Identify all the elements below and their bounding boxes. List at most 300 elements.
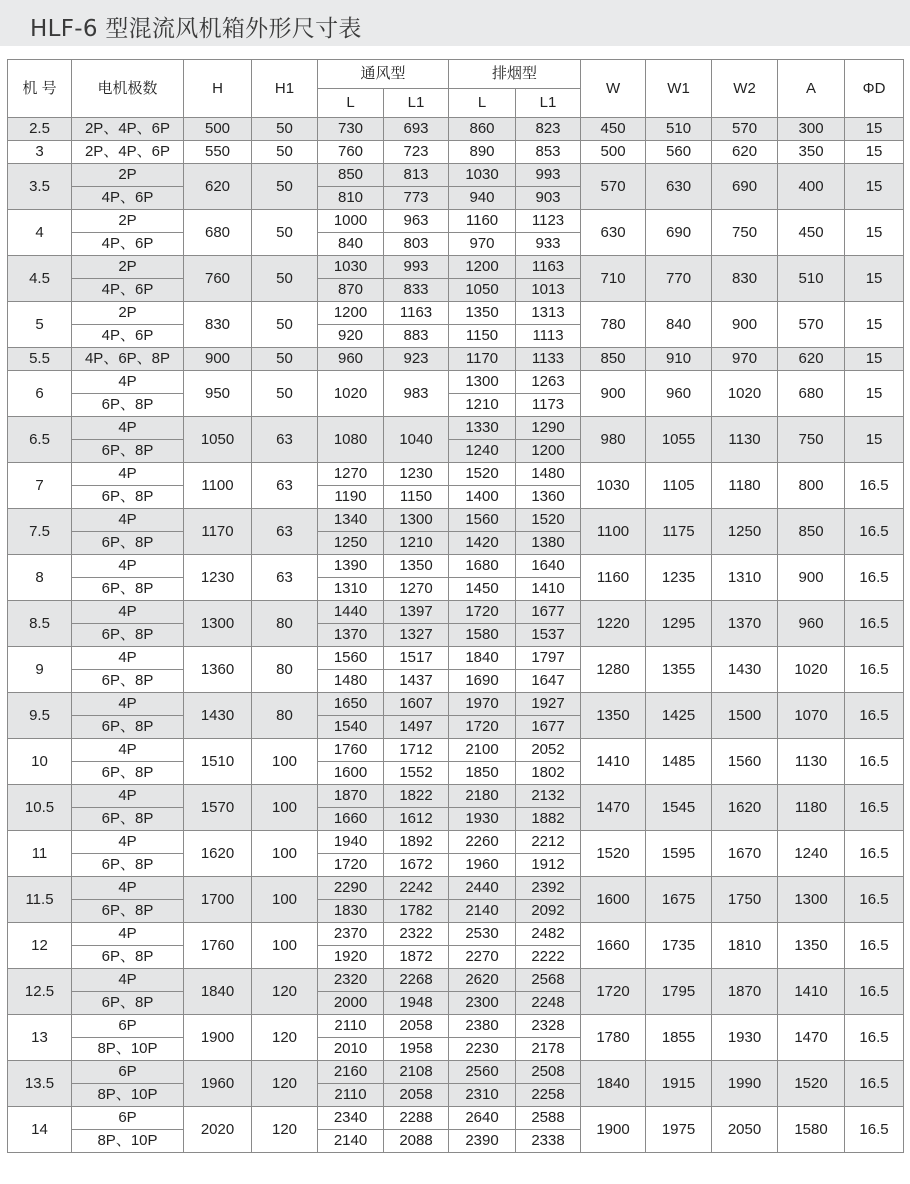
cell-vent-l1: 923 <box>384 348 449 371</box>
cell-a: 400 <box>778 164 845 210</box>
cell-exh-l1: 1882 <box>516 808 581 831</box>
cell-h1: 50 <box>252 348 318 371</box>
cell-vent-l: 1940 <box>318 831 384 854</box>
cell-h: 1700 <box>184 877 252 923</box>
cell-h1: 50 <box>252 141 318 164</box>
cell-model: 13.5 <box>8 1061 72 1107</box>
table-row <box>8 141 904 164</box>
cell-w1: 1915 <box>646 1061 712 1107</box>
cell-d: 16.5 <box>845 693 904 739</box>
cell-exh-l: 1840 <box>449 647 516 670</box>
cell-exh-l: 1330 <box>449 417 516 440</box>
cell-w2: 1430 <box>712 647 778 693</box>
cell-vent-l1: 1270 <box>384 578 449 601</box>
cell-poles: 6P、8P <box>72 854 184 877</box>
cell-exh-l1: 1480 <box>516 463 581 486</box>
cell-vent-l: 2010 <box>318 1038 384 1061</box>
cell-vent-l: 1440 <box>318 601 384 624</box>
header-h1: H1 <box>252 60 318 118</box>
cell-vent-l1: 1822 <box>384 785 449 808</box>
cell-h1: 80 <box>252 647 318 693</box>
table-row <box>8 463 904 486</box>
cell-vent-l: 870 <box>318 279 384 302</box>
cell-d: 16.5 <box>845 739 904 785</box>
cell-a: 1180 <box>778 785 845 831</box>
cell-poles: 6P、8P <box>72 716 184 739</box>
cell-w2: 900 <box>712 302 778 348</box>
cell-a: 800 <box>778 463 845 509</box>
cell-model: 11.5 <box>8 877 72 923</box>
cell-vent-l: 1310 <box>318 578 384 601</box>
cell-exh-l: 2180 <box>449 785 516 808</box>
cell-vent-l: 1370 <box>318 624 384 647</box>
cell-vent-l1: 1497 <box>384 716 449 739</box>
cell-vent-l1: 983 <box>384 371 449 417</box>
cell-exh-l: 2310 <box>449 1084 516 1107</box>
table-row <box>8 647 904 670</box>
header-a: A <box>778 60 845 118</box>
cell-exh-l1: 1537 <box>516 624 581 647</box>
cell-model: 10 <box>8 739 72 785</box>
cell-model: 4 <box>8 210 72 256</box>
cell-h: 1570 <box>184 785 252 831</box>
cell-h1: 100 <box>252 877 318 923</box>
cell-vent-l: 1480 <box>318 670 384 693</box>
cell-d: 16.5 <box>845 1107 904 1153</box>
cell-vent-l: 1830 <box>318 900 384 923</box>
cell-poles: 4P、6P <box>72 325 184 348</box>
cell-model: 7.5 <box>8 509 72 555</box>
cell-exh-l: 2640 <box>449 1107 516 1130</box>
cell-exh-l: 1930 <box>449 808 516 831</box>
cell-w1: 1355 <box>646 647 712 693</box>
cell-a: 680 <box>778 371 845 417</box>
cell-vent-l1: 813 <box>384 164 449 187</box>
cell-w2: 1810 <box>712 923 778 969</box>
cell-exh-l1: 2568 <box>516 969 581 992</box>
cell-a: 1130 <box>778 739 845 785</box>
table-row <box>8 831 904 854</box>
cell-w2: 1020 <box>712 371 778 417</box>
cell-exh-l: 890 <box>449 141 516 164</box>
cell-d: 16.5 <box>845 647 904 693</box>
table-row <box>8 210 904 233</box>
cell-a: 1410 <box>778 969 845 1015</box>
cell-w1: 1545 <box>646 785 712 831</box>
cell-exh-l: 2620 <box>449 969 516 992</box>
cell-d: 15 <box>845 118 904 141</box>
header-ventilation: 通风型 <box>318 60 449 89</box>
cell-model: 6.5 <box>8 417 72 463</box>
cell-exh-l1: 2052 <box>516 739 581 762</box>
cell-exh-l: 1240 <box>449 440 516 463</box>
cell-vent-l: 1390 <box>318 555 384 578</box>
cell-poles: 6P <box>72 1061 184 1084</box>
cell-w1: 1675 <box>646 877 712 923</box>
cell-h1: 63 <box>252 417 318 463</box>
cell-h: 1510 <box>184 739 252 785</box>
cell-w: 1720 <box>581 969 646 1015</box>
cell-w1: 1295 <box>646 601 712 647</box>
table-row <box>8 371 904 394</box>
cell-h1: 100 <box>252 831 318 877</box>
cell-model: 5 <box>8 302 72 348</box>
cell-h: 760 <box>184 256 252 302</box>
cell-vent-l: 2160 <box>318 1061 384 1084</box>
cell-w2: 1250 <box>712 509 778 555</box>
cell-w2: 1500 <box>712 693 778 739</box>
cell-exh-l: 1690 <box>449 670 516 693</box>
cell-h: 830 <box>184 302 252 348</box>
cell-w1: 1855 <box>646 1015 712 1061</box>
cell-vent-l1: 1350 <box>384 555 449 578</box>
cell-d: 16.5 <box>845 1061 904 1107</box>
cell-w: 570 <box>581 164 646 210</box>
cell-poles: 2P、4P、6P <box>72 141 184 164</box>
cell-w2: 620 <box>712 141 778 164</box>
cell-w2: 2050 <box>712 1107 778 1153</box>
cell-h: 1230 <box>184 555 252 601</box>
cell-vent-l: 1540 <box>318 716 384 739</box>
cell-a: 850 <box>778 509 845 555</box>
dimensions-table <box>7 59 904 1153</box>
cell-w2: 1310 <box>712 555 778 601</box>
cell-poles: 6P、8P <box>72 762 184 785</box>
cell-model: 8 <box>8 555 72 601</box>
cell-exh-l1: 2508 <box>516 1061 581 1084</box>
cell-w: 1780 <box>581 1015 646 1061</box>
cell-exh-l: 2380 <box>449 1015 516 1038</box>
table-row <box>8 417 904 440</box>
cell-vent-l1: 993 <box>384 256 449 279</box>
cell-poles: 4P <box>72 417 184 440</box>
cell-a: 620 <box>778 348 845 371</box>
cell-a: 1350 <box>778 923 845 969</box>
cell-poles: 4P、6P、8P <box>72 348 184 371</box>
cell-exh-l1: 1200 <box>516 440 581 463</box>
cell-w1: 1055 <box>646 417 712 463</box>
cell-vent-l1: 2058 <box>384 1015 449 1038</box>
header-vent-l1: L1 <box>384 89 449 118</box>
cell-w: 1660 <box>581 923 646 969</box>
cell-vent-l: 810 <box>318 187 384 210</box>
cell-exh-l: 1680 <box>449 555 516 578</box>
cell-exh-l: 1350 <box>449 302 516 325</box>
cell-w: 780 <box>581 302 646 348</box>
cell-w: 1030 <box>581 463 646 509</box>
cell-d: 15 <box>845 417 904 463</box>
cell-exh-l: 2260 <box>449 831 516 854</box>
cell-exh-l1: 1013 <box>516 279 581 302</box>
cell-exh-l1: 1290 <box>516 417 581 440</box>
cell-poles: 6P、8P <box>72 624 184 647</box>
cell-model: 13 <box>8 1015 72 1061</box>
cell-h1: 50 <box>252 256 318 302</box>
cell-h: 680 <box>184 210 252 256</box>
cell-a: 900 <box>778 555 845 601</box>
cell-vent-l: 1270 <box>318 463 384 486</box>
cell-vent-l1: 1300 <box>384 509 449 532</box>
cell-exh-l1: 1380 <box>516 532 581 555</box>
cell-exh-l: 2560 <box>449 1061 516 1084</box>
table-row <box>8 601 904 624</box>
cell-model: 14 <box>8 1107 72 1153</box>
cell-exh-l1: 1677 <box>516 601 581 624</box>
cell-h: 1300 <box>184 601 252 647</box>
header-w: W <box>581 60 646 118</box>
cell-h: 1050 <box>184 417 252 463</box>
cell-poles: 4P <box>72 371 184 394</box>
cell-exh-l1: 1802 <box>516 762 581 785</box>
cell-h1: 50 <box>252 371 318 417</box>
table-row <box>8 1061 904 1084</box>
cell-exh-l1: 2248 <box>516 992 581 1015</box>
cell-exh-l: 1580 <box>449 624 516 647</box>
cell-exh-l: 1150 <box>449 325 516 348</box>
cell-exh-l: 860 <box>449 118 516 141</box>
cell-exh-l1: 1797 <box>516 647 581 670</box>
cell-exh-l: 1210 <box>449 394 516 417</box>
cell-vent-l: 2110 <box>318 1015 384 1038</box>
header-d: ΦD <box>845 60 904 118</box>
cell-poles: 4P <box>72 509 184 532</box>
cell-model: 6 <box>8 371 72 417</box>
cell-vent-l1: 1672 <box>384 854 449 877</box>
cell-h: 1900 <box>184 1015 252 1061</box>
cell-vent-l: 1340 <box>318 509 384 532</box>
cell-exh-l1: 1647 <box>516 670 581 693</box>
cell-model: 11 <box>8 831 72 877</box>
cell-w1: 1235 <box>646 555 712 601</box>
header-exhaust: 排烟型 <box>449 60 581 89</box>
cell-vent-l1: 2058 <box>384 1084 449 1107</box>
cell-d: 16.5 <box>845 923 904 969</box>
cell-exh-l1: 1677 <box>516 716 581 739</box>
cell-exh-l: 2230 <box>449 1038 516 1061</box>
cell-d: 15 <box>845 141 904 164</box>
header-w1: W1 <box>646 60 712 118</box>
cell-exh-l1: 1263 <box>516 371 581 394</box>
cell-poles: 6P、8P <box>72 946 184 969</box>
cell-exh-l: 1200 <box>449 256 516 279</box>
cell-exh-l: 1970 <box>449 693 516 716</box>
page-title: HLF-6 型混流风机箱外形尺寸表 <box>30 16 362 42</box>
cell-vent-l: 2000 <box>318 992 384 1015</box>
cell-exh-l: 940 <box>449 187 516 210</box>
cell-exh-l: 1450 <box>449 578 516 601</box>
cell-w1: 770 <box>646 256 712 302</box>
cell-exh-l1: 1163 <box>516 256 581 279</box>
cell-poles: 6P、8P <box>72 394 184 417</box>
table-row <box>8 348 904 371</box>
cell-a: 960 <box>778 601 845 647</box>
cell-poles: 4P <box>72 785 184 808</box>
cell-h1: 120 <box>252 1061 318 1107</box>
cell-exh-l: 2530 <box>449 923 516 946</box>
cell-exh-l1: 853 <box>516 141 581 164</box>
cell-h: 950 <box>184 371 252 417</box>
cell-w1: 840 <box>646 302 712 348</box>
cell-vent-l1: 1612 <box>384 808 449 831</box>
table-row <box>8 785 904 808</box>
cell-poles: 6P、8P <box>72 440 184 463</box>
cell-exh-l: 1560 <box>449 509 516 532</box>
cell-d: 16.5 <box>845 509 904 555</box>
cell-w: 1900 <box>581 1107 646 1153</box>
cell-vent-l1: 773 <box>384 187 449 210</box>
cell-exh-l1: 1123 <box>516 210 581 233</box>
cell-vent-l1: 1040 <box>384 417 449 463</box>
cell-exh-l: 1030 <box>449 164 516 187</box>
cell-h1: 63 <box>252 509 318 555</box>
cell-vent-l: 2340 <box>318 1107 384 1130</box>
cell-w1: 510 <box>646 118 712 141</box>
cell-d: 16.5 <box>845 877 904 923</box>
cell-w1: 1735 <box>646 923 712 969</box>
cell-w: 1350 <box>581 693 646 739</box>
cell-exh-l1: 1520 <box>516 509 581 532</box>
cell-model: 9 <box>8 647 72 693</box>
cell-exh-l: 2390 <box>449 1130 516 1153</box>
cell-exh-l1: 2258 <box>516 1084 581 1107</box>
cell-a: 750 <box>778 417 845 463</box>
cell-exh-l1: 2178 <box>516 1038 581 1061</box>
cell-vent-l1: 1327 <box>384 624 449 647</box>
cell-model: 8.5 <box>8 601 72 647</box>
cell-poles: 2P <box>72 210 184 233</box>
cell-poles: 8P、10P <box>72 1038 184 1061</box>
cell-h1: 80 <box>252 601 318 647</box>
table-row <box>8 877 904 900</box>
cell-exh-l1: 933 <box>516 233 581 256</box>
cell-w2: 1670 <box>712 831 778 877</box>
cell-vent-l1: 1150 <box>384 486 449 509</box>
cell-poles: 4P <box>72 555 184 578</box>
cell-vent-l1: 1210 <box>384 532 449 555</box>
cell-w: 1280 <box>581 647 646 693</box>
cell-h: 1760 <box>184 923 252 969</box>
cell-w: 1160 <box>581 555 646 601</box>
cell-h: 620 <box>184 164 252 210</box>
cell-model: 10.5 <box>8 785 72 831</box>
cell-w1: 1485 <box>646 739 712 785</box>
cell-poles: 4P、6P <box>72 279 184 302</box>
cell-w2: 750 <box>712 210 778 256</box>
cell-d: 15 <box>845 164 904 210</box>
cell-w2: 1990 <box>712 1061 778 1107</box>
table-row <box>8 739 904 762</box>
header-model: 机 号 <box>8 60 72 118</box>
cell-w1: 1595 <box>646 831 712 877</box>
cell-exh-l1: 2338 <box>516 1130 581 1153</box>
cell-w: 1520 <box>581 831 646 877</box>
cell-exh-l: 1170 <box>449 348 516 371</box>
cell-w: 450 <box>581 118 646 141</box>
cell-w: 1220 <box>581 601 646 647</box>
cell-vent-l: 760 <box>318 141 384 164</box>
cell-vent-l: 1200 <box>318 302 384 325</box>
cell-w: 1600 <box>581 877 646 923</box>
cell-h1: 50 <box>252 118 318 141</box>
cell-w: 710 <box>581 256 646 302</box>
cell-vent-l: 2370 <box>318 923 384 946</box>
cell-w1: 1425 <box>646 693 712 739</box>
cell-d: 15 <box>845 256 904 302</box>
cell-w1: 1175 <box>646 509 712 555</box>
cell-d: 16.5 <box>845 1015 904 1061</box>
cell-vent-l1: 1163 <box>384 302 449 325</box>
cell-poles: 4P <box>72 739 184 762</box>
cell-w2: 1370 <box>712 601 778 647</box>
cell-w2: 970 <box>712 348 778 371</box>
cell-exh-l1: 1173 <box>516 394 581 417</box>
cell-poles: 2P、4P、6P <box>72 118 184 141</box>
cell-exh-l: 2100 <box>449 739 516 762</box>
cell-h1: 120 <box>252 1107 318 1153</box>
cell-vent-l: 2110 <box>318 1084 384 1107</box>
cell-vent-l1: 723 <box>384 141 449 164</box>
cell-h1: 50 <box>252 302 318 348</box>
cell-h1: 120 <box>252 969 318 1015</box>
cell-a: 1070 <box>778 693 845 739</box>
cell-exh-l1: 2588 <box>516 1107 581 1130</box>
cell-d: 15 <box>845 302 904 348</box>
header-exh-l1: L1 <box>516 89 581 118</box>
cell-a: 1300 <box>778 877 845 923</box>
cell-w2: 1750 <box>712 877 778 923</box>
cell-exh-l: 2270 <box>449 946 516 969</box>
cell-h: 550 <box>184 141 252 164</box>
cell-w2: 690 <box>712 164 778 210</box>
cell-h1: 50 <box>252 210 318 256</box>
cell-exh-l: 1720 <box>449 716 516 739</box>
cell-vent-l: 730 <box>318 118 384 141</box>
cell-w2: 1930 <box>712 1015 778 1061</box>
cell-vent-l1: 1948 <box>384 992 449 1015</box>
cell-exh-l1: 2132 <box>516 785 581 808</box>
cell-vent-l: 1720 <box>318 854 384 877</box>
header-vent-l: L <box>318 89 384 118</box>
cell-h1: 100 <box>252 923 318 969</box>
cell-vent-l1: 833 <box>384 279 449 302</box>
table-row <box>8 256 904 279</box>
cell-exh-l1: 823 <box>516 118 581 141</box>
cell-vent-l: 920 <box>318 325 384 348</box>
cell-poles: 6P、8P <box>72 992 184 1015</box>
cell-w2: 1560 <box>712 739 778 785</box>
table-row <box>8 923 904 946</box>
table-row <box>8 693 904 716</box>
title-bar <box>0 0 910 46</box>
cell-exh-l1: 2328 <box>516 1015 581 1038</box>
table-row <box>8 1015 904 1038</box>
cell-poles: 6P <box>72 1107 184 1130</box>
header-exh-l: L <box>449 89 516 118</box>
cell-vent-l1: 1712 <box>384 739 449 762</box>
table-row <box>8 555 904 578</box>
cell-h: 1960 <box>184 1061 252 1107</box>
cell-poles: 2P <box>72 256 184 279</box>
cell-h: 1100 <box>184 463 252 509</box>
cell-vent-l1: 883 <box>384 325 449 348</box>
cell-vent-l: 1600 <box>318 762 384 785</box>
cell-exh-l1: 1133 <box>516 348 581 371</box>
cell-vent-l1: 1892 <box>384 831 449 854</box>
cell-h1: 80 <box>252 693 318 739</box>
cell-exh-l1: 903 <box>516 187 581 210</box>
cell-exh-l1: 1360 <box>516 486 581 509</box>
table-body <box>8 118 904 1153</box>
